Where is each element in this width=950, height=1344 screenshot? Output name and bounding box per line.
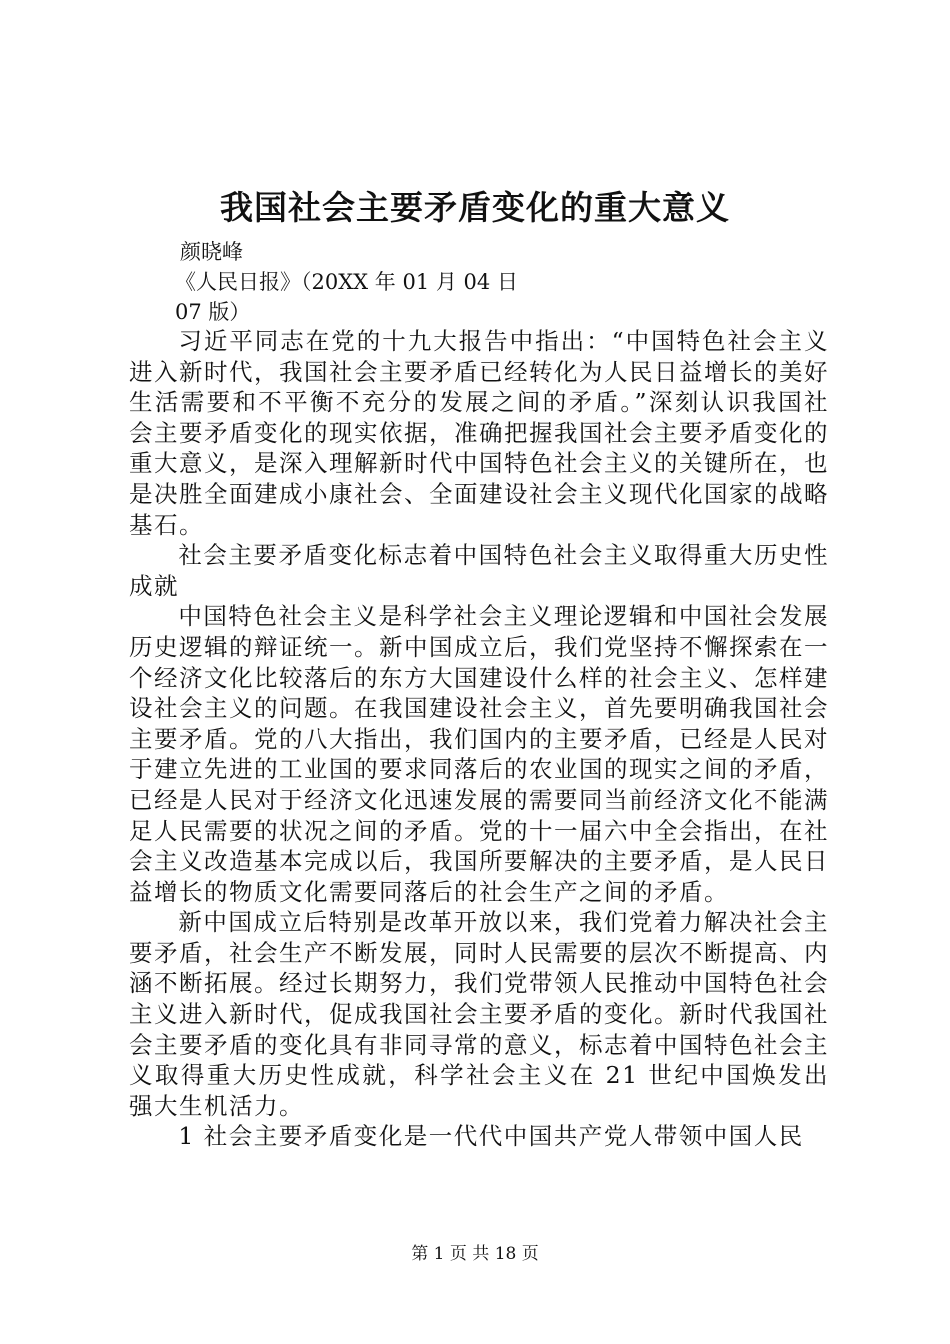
paragraph: 中国特色社会主义是科学社会主义理论逻辑和中国社会发展历史逻辑的辩证统一。新中国成立后，我们党坚持不懈探索在一个经济文化比较落后的东方大国建设什么样的社会主义、怎样建设社会主义的问题。在我国建设社会主义，首先要明确我国社会主要矛盾。党的八大指出，我们国内的主要矛盾，已经是人民对于建立先进的工业国的要求同落后的农业国的现实之间的矛盾，已经是人民对于经济文化迅速发展的需要同当前经济文化不能满足人民需要的状况之间的矛盾。党的十一届六中全会指出，在社会主义改造基本完成以后，我国所要解决的主要矛盾，是人民日益增长的物质文化需要同落后的社会生产之间的矛盾。: [129, 602, 829, 906]
paragraph: 习近平同志在党的十九大报告中指出：“中国特色社会主义进入新时代，我国社会主要矛盾已经转化为人民日益增长的美好生活需要和不平衡不充分的发展之间的矛盾。”深刻认识我国社会主要矛盾变化的现实依据，准确把握我国社会主要矛盾变化的重大意义，是深入理解新时代中国特色社会主义的关键所在，也是决胜全面建成小康社会、全面建设社会主义现代化国家的战略基石。: [129, 327, 829, 539]
source-citation: 《人民日报》（20XX 年 01 月 04 日: [175, 270, 518, 294]
section-heading: 社会主要矛盾变化标志着中国特色社会主义取得重大历史性成就: [129, 541, 829, 600]
article-body: [129, 326, 829, 1152]
edition-citation: 07 版）: [175, 300, 251, 324]
page-number-footer: 第 1 页 共 18 页: [411, 1244, 539, 1264]
author-name: 颜晓峰: [180, 240, 243, 264]
paragraph: 新中国成立后特别是改革开放以来，我们党着力解决社会主要矛盾，社会生产不断发展，同时人民需要的层次不断提高、内涵不断拓展。经过长期努力，我们党带领人民推动中国特色社会主义进入新时代，促成我国社会主要矛盾的变化。新时代我国社会主要矛盾的变化具有非同寻常的意义，标志着中国特色社会主义取得重大历史性成就，科学社会主义在 21 世纪中国焕发出强大生机活力。: [129, 908, 829, 1120]
page-title: 我国社会主要矛盾变化的重大意义: [220, 188, 730, 227]
paragraph: 1 社会主要矛盾变化是一代代中国共产党人带领中国人民: [178, 1122, 804, 1151]
